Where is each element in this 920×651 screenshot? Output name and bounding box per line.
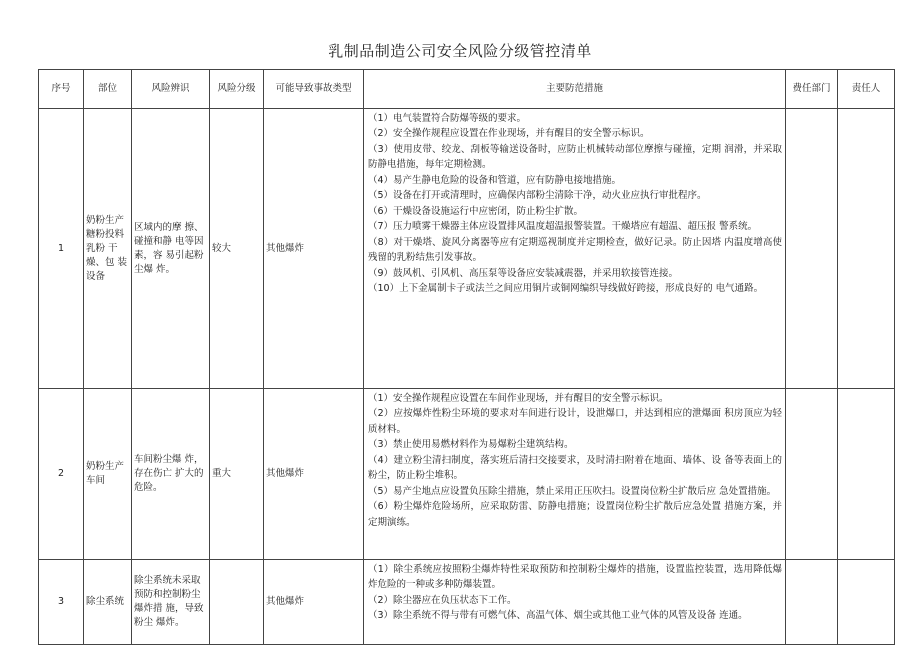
header-row — [39, 70, 895, 109]
measure-item: （1）电气装置符合防爆等级的要求。 — [368, 112, 527, 124]
row-accident: 其他爆炸 — [264, 109, 364, 389]
measure-item: （3）除尘系统不得与带有可燃气体、高温气体、烟尘或其他工业气体的风管及设备 连通。 — [368, 610, 748, 621]
row-part: 奶粉生产糖粉投料乳粉 干燥、包 装设备 — [84, 109, 132, 389]
measure-item: （2）安全操作规程应设置在作业现场，并有醒目的安全警示标识。 — [368, 128, 650, 139]
measure-item: （5）易产尘地点应设置负压除尘措施，禁止采用正压吹扫。设置岗位粉尘扩散后应 急处置措施。 — [368, 485, 777, 497]
row-person — [838, 560, 895, 645]
measure-item: （3）禁止使用易燃材料作为易爆粉尘建筑结构。 — [368, 439, 574, 450]
header-person: 责任人 — [838, 70, 895, 109]
table-row — [39, 109, 895, 389]
row-no: 2 — [39, 389, 84, 560]
row-person — [838, 389, 895, 560]
measure-item: （1）除尘系统应按照粉尘爆炸特性采取预防和控制粉尘爆炸的措施，设置监控装置，选用降低爆炸危险的一种或多种防爆装置。 — [368, 563, 782, 590]
measures-list — [364, 110, 785, 388]
row-no: 1 — [39, 109, 84, 389]
row-measures — [364, 389, 786, 560]
row-accident: 其他爆炸 — [264, 389, 364, 560]
row-part: 除尘系统 — [84, 560, 132, 645]
row-part: 奶粉生产车间 — [84, 389, 132, 560]
row-accident: 其他爆炸 — [264, 560, 364, 645]
row-no: 3 — [39, 560, 84, 645]
row-level — [210, 560, 264, 645]
header-no: 序号 — [39, 70, 84, 109]
header-measures: 主要防范措施 — [364, 70, 786, 109]
measure-item: （2）应按爆炸性粉尘环境的要求对车间进行设计，设泄爆口，并达到相应的泄爆面 积房顶应为轻质材料。 — [368, 408, 782, 435]
measure-item: （3）使用皮带、绞龙、刮板等输送设备时，应防止机械转动部位摩擦与碰撞，定期 润滑，并采取防静电措施，每年定期检测。 — [368, 143, 782, 170]
row-risk: 车间粉尘爆 炸，存在伤亡 扩大的危险。 — [132, 389, 210, 560]
row-person — [838, 109, 895, 389]
row-measures — [364, 109, 786, 389]
measure-item: （2）除尘器应在负压状态下工作。 — [368, 594, 517, 606]
measure-item: （6）粉尘爆炸危险场所，应采取防雷、防静电措施；设置岗位粉尘扩散后应急处置 措施方案，并定期演练。 — [368, 501, 782, 528]
measure-item: （4）建立粉尘清扫制度，落实班后清扫交接要求，及时清扫附着在地面、墙体、设 备等表面上的粉尘，防止粉尘堆积。 — [368, 454, 782, 481]
table-row — [39, 560, 895, 645]
measure-item: （10）上下金属制卡子或法兰之间应用铜片或铜网编织导线做好跨接，形成良好的 电气通路。 — [368, 283, 764, 294]
measure-item: （9）鼓风机、引风机、高压泵等设备应安装减震器，并采用软接管连接。 — [368, 267, 679, 279]
measures-list — [364, 561, 785, 644]
measures-list — [364, 390, 785, 559]
row-measures — [364, 560, 786, 645]
row-dept — [786, 109, 838, 389]
row-risk: 除尘系统未采取预防和控制粉尘爆炸措 施，导致粉尘 爆炸。 — [132, 560, 210, 645]
row-level: 重大 — [210, 389, 264, 560]
header-risk: 风险辨识 — [132, 70, 210, 109]
measure-item: （7）压力喷雾干燥器主体应设置排风温度超温报警装置。干燥塔应有超温、超压报 警系统。 — [368, 221, 758, 232]
row-dept — [786, 560, 838, 645]
row-level: 较大 — [210, 109, 264, 389]
risk-control-table — [38, 69, 895, 645]
measure-item: （1）安全操作规程应设置在车间作业现场，并有醒目的安全警示标识。 — [368, 392, 669, 404]
header-dept: 费任部门 — [786, 70, 838, 109]
header-part: 部位 — [84, 70, 132, 109]
document-title: 乳制品制造公司安全风险分级管控清单 — [328, 42, 592, 60]
measure-item: （8）对干燥塔、旋风分离器等应有定期巡视制度并定期检查，做好记录。防止因塔 内温度增高使残留的乳粉结焦引发事故。 — [368, 236, 782, 263]
row-risk: 区域内的摩 擦、碰撞和静 电等因素，容 易引起粉尘爆 炸。 — [132, 109, 210, 389]
measure-item: （6）干燥设备设施运行中应密闭，防止粉尘扩散。 — [368, 205, 584, 217]
measure-item: （4）易产生静电危险的设备和管道，应有防静电接地措施。 — [368, 174, 622, 186]
header-accident: 可能导致事故类型 — [264, 70, 364, 109]
header-level: 风险分级 — [210, 70, 264, 109]
row-dept — [786, 389, 838, 560]
measure-item: （5）设备在打开或清理时，应确保内部粉尘清除干净，动火业应执行审批程序。 — [368, 190, 707, 201]
table-row — [39, 389, 895, 560]
